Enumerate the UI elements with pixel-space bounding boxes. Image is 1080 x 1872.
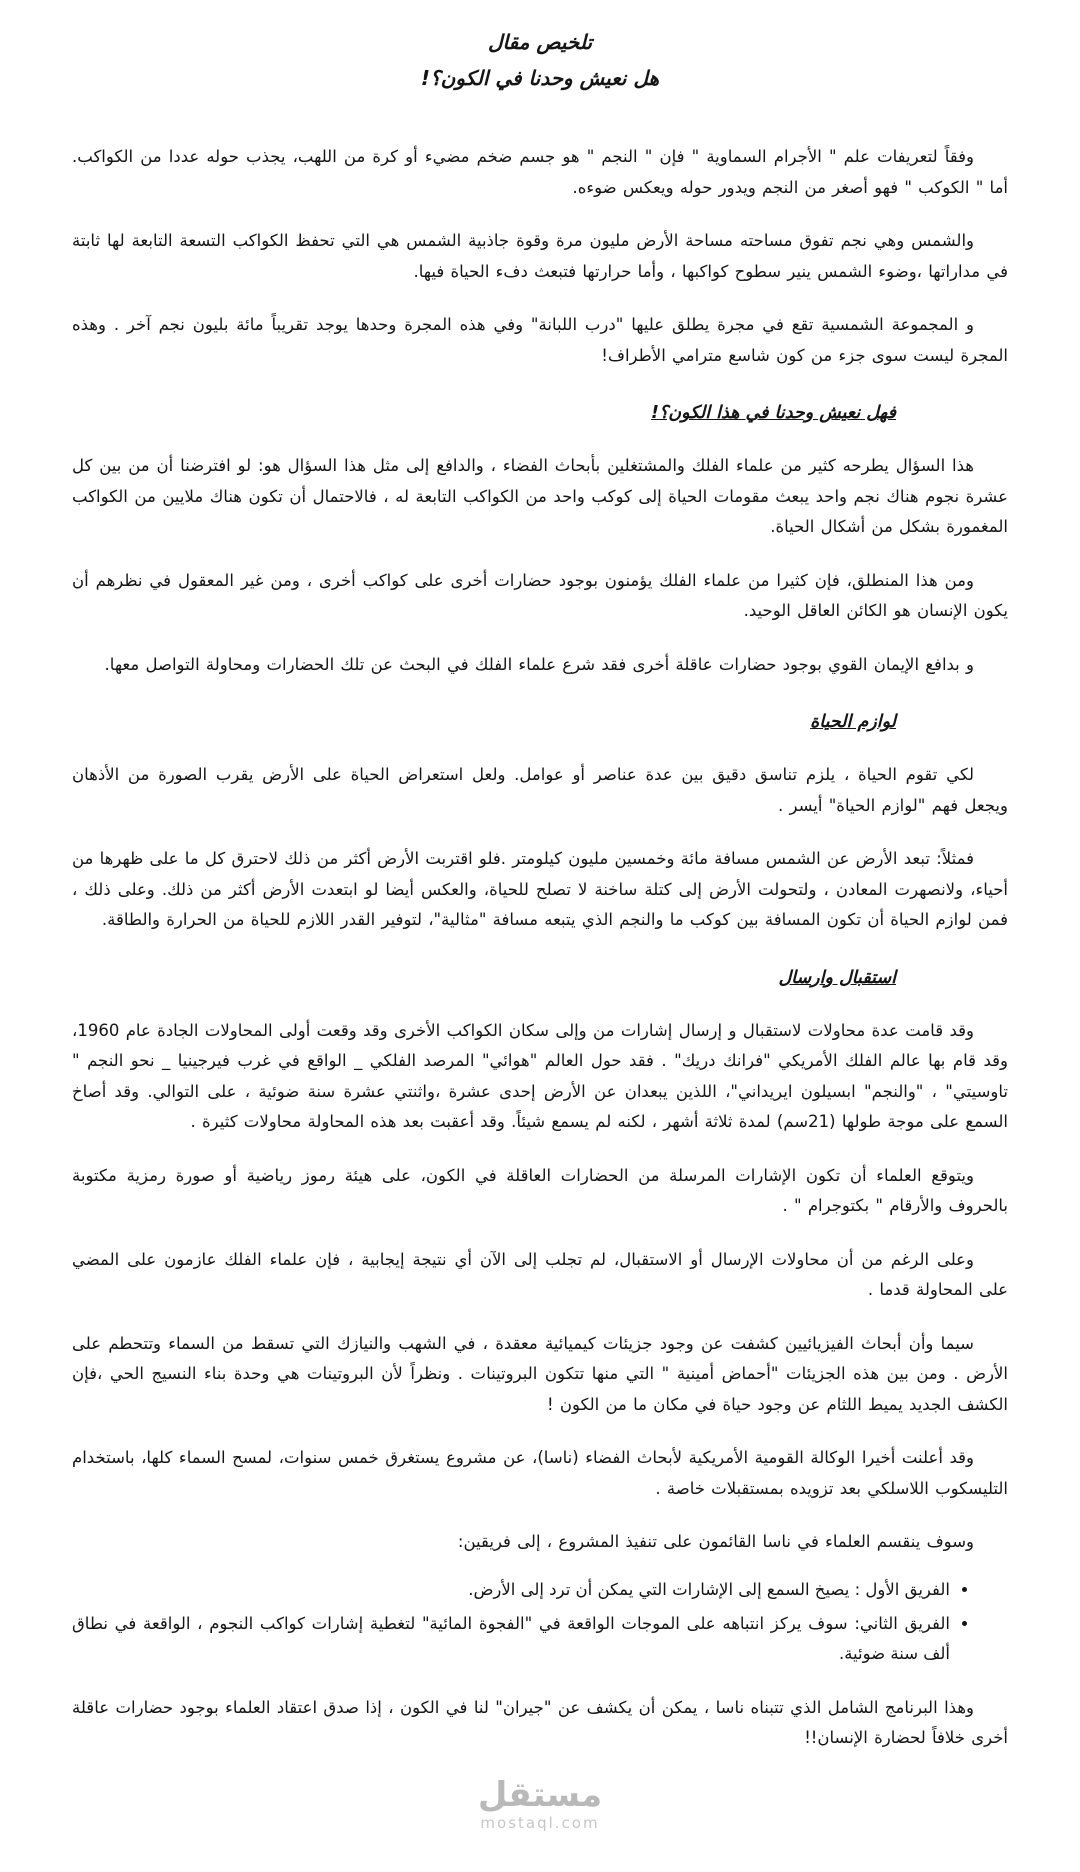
section-heading-receive-send: استقبال وارسال: [778, 967, 896, 988]
paragraph-section1-3: و بدافع الإيمان القوي بوجود حضارات عاقلة أخرى فقد شرع علماء الفلك في البحث عن تلك الحضارات ومحاولة التواصل معها.: [104, 654, 974, 674]
paragraph-section1-1: هذا السؤال يطرحه كثير من علماء الفلك والمشتغلين بأبحاث الفضاء ، والدافع إلى مثل هذا السؤال هو: لو افترضنا أن من بين كل عشرة نجوم هناك نجم واحد يبعث مقومات الحياة إلى كوكب واحد من الكواكب التابعة له ، فالاحتمال أن تكون هناك ملايين من الكواكب المغمورة بشكل من أشكال الحياة.: [72, 456, 1008, 537]
list-item-team-2: • الفريق الثاني: سوف يركز انتباهه على الموجات الواقعة في "الفجوة المائية" لتغطية إشارات كواكب النجوم ، الواقعة في نطاق ألف سنة ضوئية.: [72, 1609, 950, 1670]
paragraph-section3-3: وعلى الرغم من أن محاولات الإرسال أو الاستقبال، لم تجلب إلى الآن أي نتيجة إيجابية ، فإن علماء الفلك عازمون على المضي على المحاولة قدما .: [72, 1249, 1008, 1300]
paragraph-intro-3: و المجموعة الشمسية تقع في مجرة يطلق عليها "درب اللبانة" وفي هذه المجرة وحدها يوجد تقريباً مائة بليون نجم آخر . وهذه المجرة ليست سوى جزء من كون شاسع مترامي الأطراف!: [72, 315, 1008, 365]
list-item-team-1: • الفريق الأول : يصيخ السمع إلى الإشارات التي يمكن أن ترد إلى الأرض.: [72, 1575, 950, 1606]
teams-list: [72, 1575, 966, 1670]
paragraph-section3-4: سيما وأن أبحاث الفيزيائيين كشفت عن وجود جزيئات كيميائية معقدة ، في الشهب والنيازك التي تسقط من السماء وتتحطم على الأرض . ومن بين هذه الجزيئات "أحماض أمينية " التي منها تتكون البروتينات . ونظراً لأن البروتينات هي وحدة بناء النسيج الحي ،فإن الكشف الجديد يميط اللثام عن وجود حياة في مكان ما من الكون !: [72, 1333, 1008, 1414]
paragraph-closing: وهذا البرنامج الشامل الذي تتبناه ناسا ، يمكن أن يكشف عن "جيران" لنا في الكون ، إذا صدق اعتقاد العلماء بوجود حضارات عاقلة أخرى خلافاً لحضارة الإنسان!!: [72, 1697, 1008, 1748]
doc-title-line1: تلخيص مقال: [487, 30, 593, 54]
paragraph-section3-2: ويتوقع العلماء أن تكون الإشارات المرسلة من الحضارات العاقلة في الكون، على هيئة رموز رياضية أو صورة رمزية مكتوبة بالحروف والأرقام " بكتوجرام " .: [72, 1165, 1008, 1216]
paragraph-intro-1: وفقاً لتعريفات علم " الأجرام السماوية " فإن " النجم " هو جسم ضخم مضيء أو كرة من اللهب، يجذب حوله عددا من الكواكب. أما " الكوكب " فهو أصغر من النجم ويدور حوله ويعكس ضوءه.: [72, 147, 1008, 197]
paragraph-section3-1: وقد قامت عدة محاولات لاستقبال و إرسال إشارات من وإلى سكان الكواكب الأخرى وقد وقعت أولى المحاولات الجادة عام 1960، وقد قام بها عالم الفلك الأمريكي "فرانك دريك" . فقد حول العالم "هوائي" المرصد الفلكي _ الواقع في غرب فيرجينيا _ نحو النجم " تاوسيتي" ، "والنجم" ابسيلون ايريداني"، اللذين يبعدان عن الأرض إحدى عشرة ،واثنتي عشرة سنة ضوئية ، على التوالي. وقد أصاخ السمع على موجة طولها (21سم) لمدة ثلاثة أشهر ، لكنه لم يسمع شيئاً. وقد أعقبت بعد هذه المحاولة محاولات كثيرة .: [72, 1020, 1008, 1132]
section-heading-life-requirements: لوازم الحياة: [810, 712, 896, 733]
paragraph-section3-5: وقد أعلنت أخيرا الوكالة القومية الأمريكية لأبحاث الفضاء (ناسا)، عن مشروع يستغرق خمس سنوات، لمسح السماء كلها، باستخدام التليسكوب اللاسلكي بعد تزويده بمستقبلات خاصة .: [72, 1448, 1008, 1498]
doc-title: [72, 24, 1008, 96]
paragraph-section1-2: ومن هذا المنطلق، فإن كثيرا من علماء الفلك يؤمنون بوجود حضارات أخرى على كواكب أخرى ، ومن غير المعقول في نظرهم أن يكون الإنسان هو الكائن العاقل الوحيد.: [72, 570, 1008, 621]
watermark: [72, 1774, 1008, 1832]
paragraph-teams-intro: وسوف ينقسم العلماء في ناسا القائمون على تنفيذ المشروع ، إلى فريقين:: [457, 1532, 974, 1552]
section-heading-alone-in-universe: فهل نعيش وحدنا في هذا الكون؟!: [651, 403, 896, 424]
paragraph-section2-1: لكي تقوم الحياة ، يلزم تناسق دقيق بين عدة عناصر أو عوامل. ولعل استعراض الحياة على الأرض يقرب الصورة من الأذهان ويجعل فهم "لوازم الحياة" أيسر .: [72, 765, 1008, 815]
paragraph-intro-2: والشمس وهي نجم تفوق مساحته مساحة الأرض مليون مرة وقوة جاذبية الشمس هي التي تحفظ الكواكب التسعة التابعة لها ثابتة في مداراتها ،وضوء الشمس ينير سطوح كواكبها ، وأما حرارتها فتبعث دفء الحياة فيها.: [72, 231, 1008, 281]
watermark-logo: مستقل: [477, 1774, 603, 1815]
watermark-site-url: mostaql.com: [480, 1813, 600, 1832]
paragraph-section2-2: فمثلاً: تبعد الأرض عن الشمس مسافة مائة وخمسين مليون كيلومتر .فلو اقتربت الأرض أكثر من ذلك لاحترق كل ما على ظهرها من أحياء، ولانصهرت المعادن ، ولتحولت الأرض إلى كتلة ساخنة لا تصلح للحياة، والعكس أيضا لو ابتعدت الأرض أكثر من ذلك. وعلى ذلك ، فمن لوازم الحياة أن تكون المسافة بين كوكب ما والنجم الذي يتبعه مسافة "مثالية"، لتوفير القدر اللازم للحياة من الحرارة والطاقة.: [72, 849, 1008, 930]
doc-title-line2: هل نعيش وحدنا في الكون؟!: [420, 66, 660, 90]
